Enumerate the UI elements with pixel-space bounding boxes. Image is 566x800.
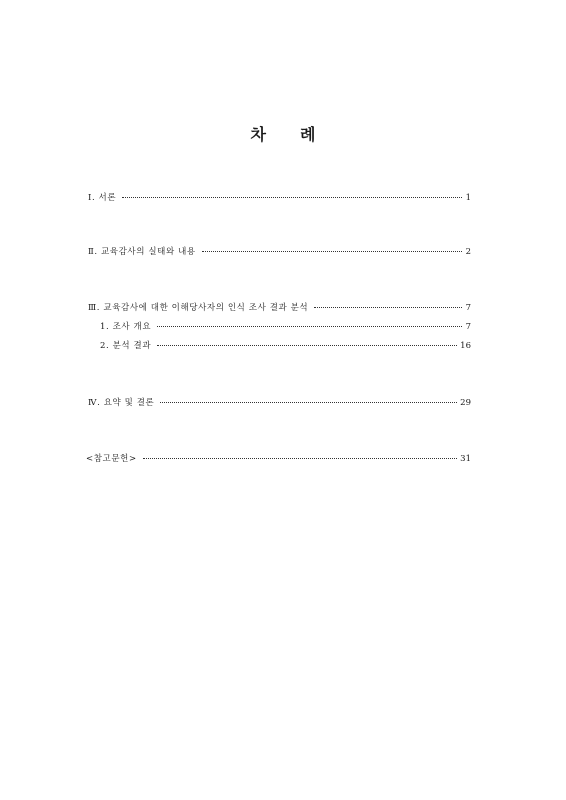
toc-subentry-1[interactable] (100, 322, 471, 333)
page-title-char-1: 차 (250, 125, 266, 144)
toc-entry-page: 7 (465, 322, 471, 332)
toc-entry-page: 31 (460, 454, 471, 464)
toc-entry-page: 29 (460, 398, 471, 408)
toc-entry-2[interactable] (88, 247, 471, 258)
toc-leader-dots (202, 251, 462, 252)
page-title-char-2: 례 (300, 125, 316, 144)
toc-entry-page: 2 (465, 247, 471, 257)
toc-entry-4[interactable] (88, 398, 471, 409)
toc-leader-dots (143, 458, 457, 459)
toc-leader-dots (122, 197, 462, 198)
toc-entry-label: <참고문헌> (86, 454, 137, 464)
toc-leader-dots (160, 402, 457, 403)
page-title (0, 122, 566, 145)
toc-entry-label: Ⅳ. 요약 및 결론 (88, 398, 155, 408)
toc-entry-label: Ⅱ. 교육감사의 실태와 내용 (88, 247, 196, 257)
toc-leader-dots (157, 326, 462, 327)
toc-entry-label: Ⅰ. 서론 (88, 193, 117, 203)
toc-entry-1[interactable] (88, 193, 471, 204)
toc-subentry-2[interactable] (100, 341, 471, 352)
toc-entry-label: 1. 조사 개요 (100, 322, 152, 332)
toc-entry-page: 16 (460, 341, 471, 351)
toc-entry-3[interactable] (88, 303, 471, 314)
toc-leader-dots (314, 307, 462, 308)
toc-leader-dots (157, 345, 457, 346)
toc-entry-label: Ⅲ. 교육감사에 대한 이해당사자의 인식 조사 결과 분석 (88, 303, 309, 313)
toc-entry-page: 7 (465, 303, 471, 313)
toc-entry-page: 1 (465, 193, 471, 203)
toc-entry-5[interactable] (86, 454, 471, 465)
toc-entry-label: 2. 분석 결과 (100, 341, 152, 351)
